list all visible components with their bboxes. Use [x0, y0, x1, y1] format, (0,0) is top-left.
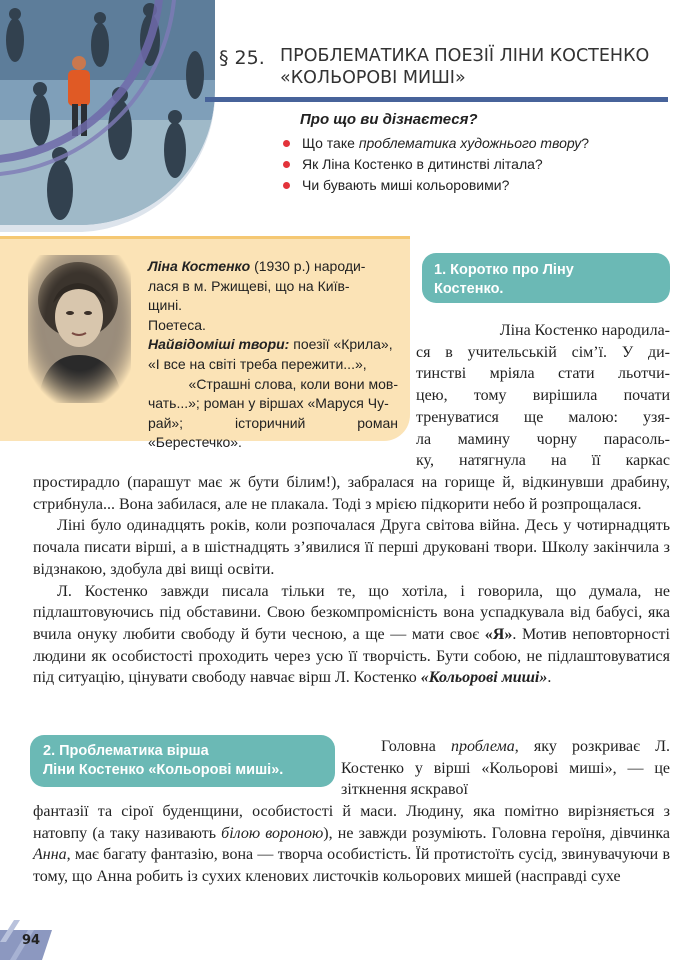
text-line: тинстві мріяла стати льотчи- [416, 365, 670, 383]
author-name: Ліна Костенко [148, 258, 251, 274]
section-title [280, 45, 680, 89]
text-line: ла мамину чорну парасоль- [416, 430, 670, 448]
learn-list [280, 133, 589, 196]
section1-heading: 1. Коротко про Ліну Костенко. [422, 253, 670, 303]
learn-item: Чи бувають миші кольоровими? [280, 175, 589, 196]
text-line: Ліна Костенко народила- [499, 322, 670, 339]
title-rule [205, 97, 668, 102]
problem-paragraph-cont: фантазії та сірої буденщини, особистості й маси. Людину, яка помітно вирізняється з натовпу (а таку називають білою вороною), не завжди розуміють. Головна героїня, дівчинка Анна, має багату фантазію, вона — творча особистість. Їй протистоїть сусід, звинувачуючи в тому, що Анна робить із сухих кленових листочків кольорових мишей (насправді сухе [33, 803, 670, 886]
biography-text [33, 472, 670, 689]
section-number: § 25. [219, 47, 265, 69]
intro-paragraph [416, 320, 670, 472]
text-line: цею, тому вирішила почати [416, 387, 670, 405]
problem-paragraph-start: Головна проблема, яку розкриває Л. Костенко у вірші «Кольорові миші», — це зіткнення яскравої [341, 738, 670, 799]
bullet-icon [283, 140, 290, 147]
author-line: щині. [148, 297, 183, 314]
text-line: ся в учительській сім’ї. У ди- [416, 343, 670, 361]
paragraph: Ліні було одинадцять років, коли розпочалася Друга світова війна. Десь у чотирнадцять почала писати вірші, а в шістнадцять з’явилися її перші друковані твори. Школу закінчила з відзнакою, здобула дві вищі освіти. [33, 517, 670, 578]
text-line: ку, натягнула на її каркас [416, 452, 670, 470]
section2-heading: 2. Проблематика вірша Ліни Костенко «Кольорові миші». [30, 735, 335, 787]
paragraph: простирадло (парашут має ж бути білим!), забралася на горище й, відкинувши драбину, стрибнула... Вона забилася, але не плакала. Тоді з мрією підкорити небо й розпрощалася. [33, 474, 670, 513]
page-number: 94 [22, 933, 41, 948]
learn-item: Як Ліна Костенко в дитинстві літала? [280, 154, 589, 175]
author-line: Ліна Костенко (1930 р.) народи- [148, 258, 366, 274]
section-title-line1: ПРОБЛЕМАТИКА ПОЕЗІЇ ЛІНИ КОСТЕНКО [280, 46, 650, 66]
learn-heading: Про що ви дізнаєтеся? [300, 111, 478, 128]
author-line: чать...»; роман у віршах «Маруся Чу- [148, 395, 389, 412]
paragraph: Л. Костенко завжди писала тільки те, що хотіла, і говорила, що думала, не підлаштовуючись під обставини. Свою безкомпромісність вона успадкувала від бабусі, яка вчила онуку любити свободу й бути чесною, а ще — мати своє «Я». Мотив неповторності людини як особистості проходить через усю її творчість. Бути собою, не підлаштовуватися під ситуацію, цінувати свободу навчає вірш Л. Костенко «Кольорові миші». [33, 582, 670, 687]
section-title-line2: «КОЛЬОРОВІ МИШІ» [280, 68, 466, 88]
author-portrait [28, 255, 131, 403]
bullet-icon [283, 182, 290, 189]
author-bio [148, 257, 398, 453]
author-line: «Страшні слова, коли вони мов- [188, 375, 398, 392]
author-line: рай»; історичний роман «Берестечко». [148, 414, 398, 451]
bullet-icon [283, 161, 290, 168]
text-line: тренуватися ще малою: узя- [416, 408, 670, 426]
author-line: «І все на світі треба пережити...», [148, 355, 367, 372]
author-works-line: Найвідоміші твори: поезії «Крила», [148, 336, 393, 353]
learn-item: Що таке проблематика художнього твору? [280, 133, 589, 154]
author-line: лася в м. Ржищеві, що на Київ- [148, 277, 350, 294]
author-line: Поетеса. [148, 316, 206, 333]
header-illustration [0, 0, 215, 232]
